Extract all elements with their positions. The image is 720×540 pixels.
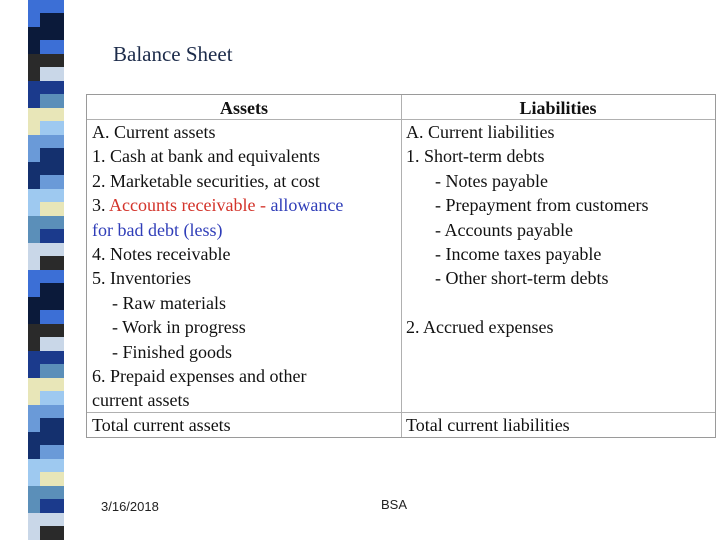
liabilities-column (401, 95, 715, 437)
slide-title: Balance Sheet (113, 42, 233, 66)
asset-item-receivable-red: Accounts receivable - (109, 195, 266, 216)
mosaic-tile (40, 256, 64, 270)
asset-sub-work-in-progress: - Work in progress (112, 317, 246, 338)
asset-item-securities: 2. Marketable securities, at cost (92, 170, 320, 191)
mosaic-tile (40, 175, 64, 189)
mosaic-tile (40, 283, 64, 297)
mosaic-tile (40, 202, 64, 216)
asset-item-notes: 4. Notes receivable (92, 243, 231, 264)
mosaic-tile (40, 472, 64, 486)
footer-date: 3/16/2018 (101, 499, 159, 514)
asset-item-inventories: 5. Inventories (92, 268, 191, 289)
liabilities-header: Liabilities (401, 95, 715, 120)
liability-sub-prepayment: - Prepayment from customers (435, 195, 649, 216)
asset-item-cash: 1. Cash at bank and equivalents (92, 146, 320, 167)
asset-sub-raw-materials: - Raw materials (112, 292, 226, 313)
mosaic-tile (40, 337, 64, 351)
liability-sub-income-taxes: - Income taxes payable (435, 243, 602, 264)
mosaic-tile (40, 94, 64, 108)
liabilities-section-label: A. Current liabilities (406, 122, 555, 142)
mosaic-tile (40, 391, 64, 405)
decorative-mosaic-strip (0, 0, 72, 540)
assets-column (87, 95, 402, 437)
assets-header: Assets (87, 95, 401, 120)
assets-section-label: A. Current assets (92, 122, 216, 142)
asset-item-receivable-number: 3. (92, 195, 110, 216)
asset-item-receivable (92, 193, 401, 217)
balance-sheet-table (86, 94, 716, 438)
liabilities-total: Total current liabilities (401, 412, 715, 437)
asset-item-prepaid: 6. Prepaid expenses and other (92, 365, 307, 386)
liability-sub-other-debts: - Other short-term debts (435, 268, 609, 289)
liability-spacer (406, 291, 715, 315)
mosaic-tile (40, 310, 64, 324)
liability-item-short-term-debts: 1. Short-term debts (406, 146, 545, 167)
asset-sub-finished-goods: - Finished goods (112, 341, 233, 362)
mosaic-tile (40, 445, 64, 459)
mosaic-tile (40, 526, 64, 540)
assets-total: Total current assets (87, 412, 401, 437)
asset-item-receivable-blue-cont: for bad debt (less) (92, 219, 223, 240)
mosaic-tile (40, 499, 64, 513)
liability-sub-notes-payable: - Notes payable (435, 170, 548, 191)
mosaic-tile (40, 418, 64, 432)
liability-sub-accounts-payable: - Accounts payable (435, 219, 573, 240)
asset-item-prepaid-cont: current assets (92, 390, 190, 411)
mosaic-tile (40, 121, 64, 135)
mosaic-tile (40, 148, 64, 162)
mosaic-tile (40, 229, 64, 243)
mosaic-tile (40, 67, 64, 81)
mosaic-tile (40, 40, 64, 54)
liability-item-accrued: 2. Accrued expenses (406, 317, 554, 338)
mosaic-tile (40, 364, 64, 378)
mosaic-tile (40, 13, 64, 27)
footer-center-text: BSA (381, 497, 408, 512)
asset-item-receivable-blue: allowance (265, 195, 344, 216)
